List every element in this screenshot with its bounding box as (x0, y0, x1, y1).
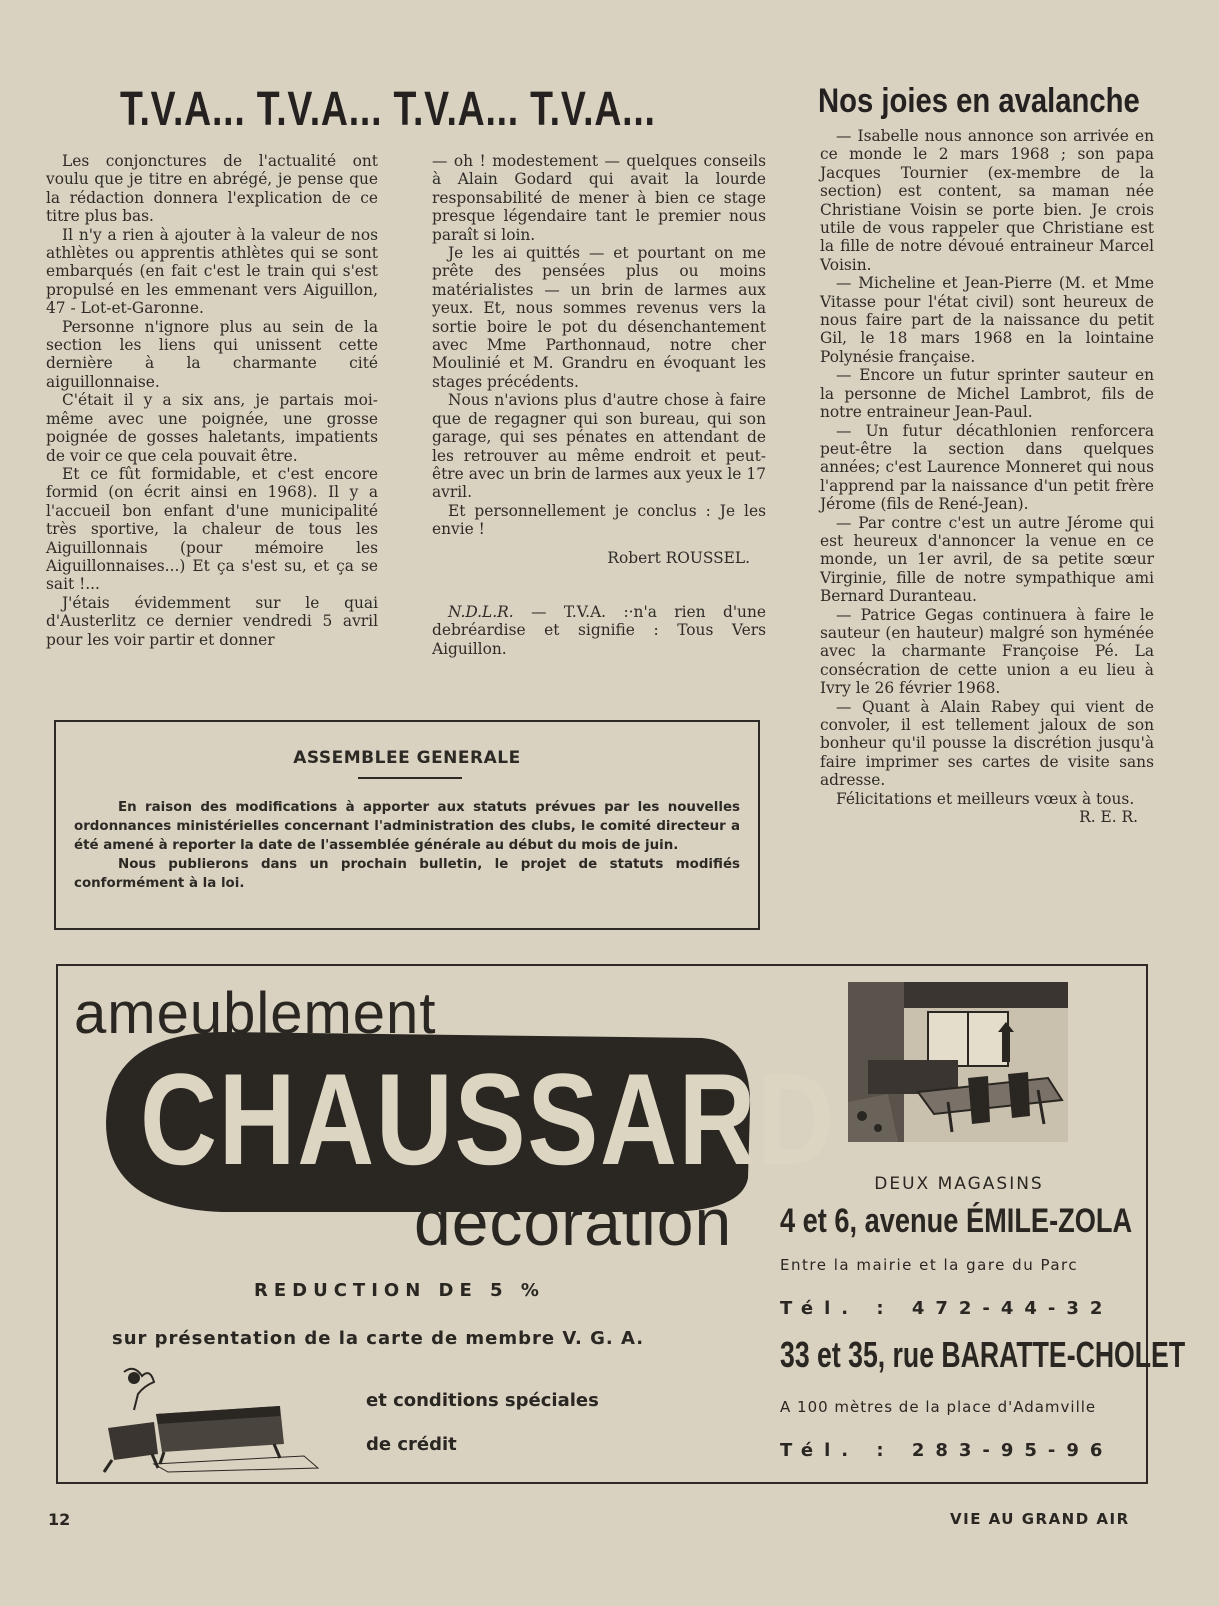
paragraph: Félicitations et meilleurs vœux à tous. (836, 789, 1135, 808)
article-title-tva: T.V.A... T.V.A... T.V.A... T.V.A... (120, 83, 656, 136)
divider (358, 777, 462, 779)
ad-line-decoration: décoration (414, 1185, 733, 1259)
paragraph: — Quant à Alain Rabey qui vient de convoler, il est tellement jaloux de son bonheur qu'il pousse la discrétion jusqu'à faire imprimer ses cartes de visite sans adresse. (820, 697, 1154, 790)
paragraph: — oh ! modestement — quelques conseils à Alain Godard qui avait la lourde responsabilité de mener à bien ce stage presque légendaire tant le premier nous paraît si loin. (432, 152, 766, 244)
editor-note-label: N.D.L.R. (448, 602, 514, 621)
paragraph: En raison des modifications à apporter aux statuts prévues par les nouvelles ordonnances ministérielles concernant l'administration des clubs, le comité directeur a été amené à reporter la date de l'assemblée générale au début du mois de juin. (74, 800, 740, 853)
ad-store-2-phone: Tél. : 283-95-96 (780, 1440, 1114, 1461)
sofa-illustration-icon (94, 1364, 324, 1474)
article-title-joies: Nos joies en avalanche (818, 82, 1140, 120)
ad-store-1-location: Entre la mairie et la gare du Parc (780, 1256, 1079, 1274)
assembly-title: ASSEMBLEE GENERALE (293, 748, 521, 768)
paragraph: Et personnellement je conclus : Je les envie ! (432, 501, 766, 539)
paragraph: Nous publierons dans un prochain bulletin, le projet de statuts modifiés conformément à la loi. (74, 857, 740, 891)
assembly-body (74, 798, 740, 893)
ad-conditions-line-2: de crédit (366, 1434, 457, 1455)
article-signature: R. E. R. (1079, 808, 1138, 827)
paragraph: Nous n'avions plus d'autre chose à faire que de regagner qui son bureau, qui son garage, qui ses pénates en attendant de les retrouver au même endroit et peut-être avec un brin de larmes aux yeux le 17 avril. (432, 391, 766, 502)
article-joies-column (820, 127, 1154, 826)
paragraph: J'étais évidemment sur le quai d'Austerlitz ce dernier vendredi 5 avril pour les voir partir et donner (46, 593, 378, 649)
chaussard-advertisement (56, 964, 1186, 1484)
publication-name: VIE AU GRAND AIR (950, 1510, 1130, 1528)
paragraph: Personne n'ignore plus au sein de la section les liens qui unissent cette dernière à la charmante cité aiguillonnaise. (46, 317, 378, 391)
ad-store-address-1: 4 et 6, avenue ÉMILE-ZOLA (780, 1202, 1133, 1240)
paragraph: — Patrice Gegas continuera à faire le sauteur (en hauteur) malgré son hyménée avec la charmante Françoise Pé. La consécration de cette union a eu lieu à Ivry le 26 février 1968. (820, 605, 1154, 698)
page-number: 12 (48, 1510, 71, 1529)
assembly-notice-box (54, 720, 760, 930)
paragraph: — Par contre c'est un autre Jérome qui est heureux d'annoncer la venue en ce monde, un 1er avril, de sa petite sœur Virginie, fille de notre sympathique ami Bernard Duranteau. (820, 513, 1154, 606)
editor-note (432, 603, 766, 658)
paragraph: — Micheline et Jean-Pierre (M. et Mme Vitasse pour l'état civil) sont heureux de nous faire part de la naissance du petit Gil, le 18 mars 1968 en la lointaine Polynésie française. (820, 274, 1154, 366)
paragraph: C'était il y a six ans, je partais moi-même avec une poignée, une grosse poignée de gosses haletants, impatients de voir ce que cela pouvait être. (46, 391, 378, 465)
paragraph: — Encore un futur sprinter sauteur en la personne de Michel Lambrot, fils de notre entraineur Jean-Paul. (820, 366, 1154, 422)
ad-conditions-line-1: et conditions spéciales (366, 1390, 599, 1411)
paragraph: — Isabelle nous annonce son arrivée en ce monde le 2 mars 1968 ; son papa Jacques Tournier (ex-membre de la section) est content, sa maman née Christiane Voisin se porte bien. Je crois utile de vous rappeler que Christiane est la fille de notre dévoué entraineur Marcel Voisin. (820, 127, 1154, 274)
ad-discount: REDUCTION DE 5 % (254, 1280, 545, 1301)
ad-member-card-note: sur présentation de la carte de membre V. G. A. (112, 1328, 645, 1349)
ad-two-stores-label: DEUX MAGASINS (874, 1174, 1044, 1194)
paragraph: Je les ai quittés — et pourtant on me prête des pensées plus ou moins matérialistes — un brin de larmes aux yeux. Et, nous sommes revenus vers la sortie boire le pot du désenchantement avec Mme Parthonnaud, notre cher Moulinié et M. Grandru en évoquant les stages précédents. (432, 244, 766, 391)
paragraph: — Un futur décathlonien renforcera peut-être la section dans quelques années; c'est Laurence Monneret qui nous l'apprend par la naissance d'un petit frère Jérome (fils de René-Jean). (820, 421, 1154, 514)
ad-store-2-location: A 100 mètres de la place d'Adamville (780, 1398, 1097, 1416)
ad-brand-name: CHAUSSARD (140, 1046, 836, 1192)
paragraph: Les conjonctures de l'actualité ont voulu que je titre en abrégé, je pense que la rédaction donnera l'explication de ce titre plus bas. (46, 152, 378, 226)
article-tva-column-2 (432, 152, 766, 658)
ad-line-ameublement: ameublement (74, 981, 437, 1046)
ad-store-1-phone: Tél. : 472-44-32 (780, 1298, 1114, 1319)
dining-room-illustration-icon (848, 982, 1068, 1142)
article-signature: Robert ROUSSEL. (607, 548, 750, 567)
paragraph: Il n'y a rien à ajouter à la valeur de nos athlètes ou apprentis athlètes qui se sont embarqués (en fait c'est le train qui s'est propulsé en les emmenant vers Aiguillon, 47 - Lot-et-Garonne. (46, 225, 378, 318)
paragraph: Et ce fût formidable, et c'est encore formid (on écrit ainsi en 1968). Il y a l'accueil bon enfant d'une municipalité très sportive, la chaleur de tous les Aiguillonnais (pour mémoire les Aiguillonnaises...) Et ça s'est su, et ça se sait !... (46, 464, 378, 594)
article-tva-column-1 (46, 152, 378, 649)
editor-note-text: — T.V.A. :·n'a rien d'une debréardise et signifie : Tous Vers Aiguillon. (432, 602, 766, 658)
ad-store-address-2: 33 et 35, rue BARATTE-CHOLET (780, 1334, 1186, 1375)
